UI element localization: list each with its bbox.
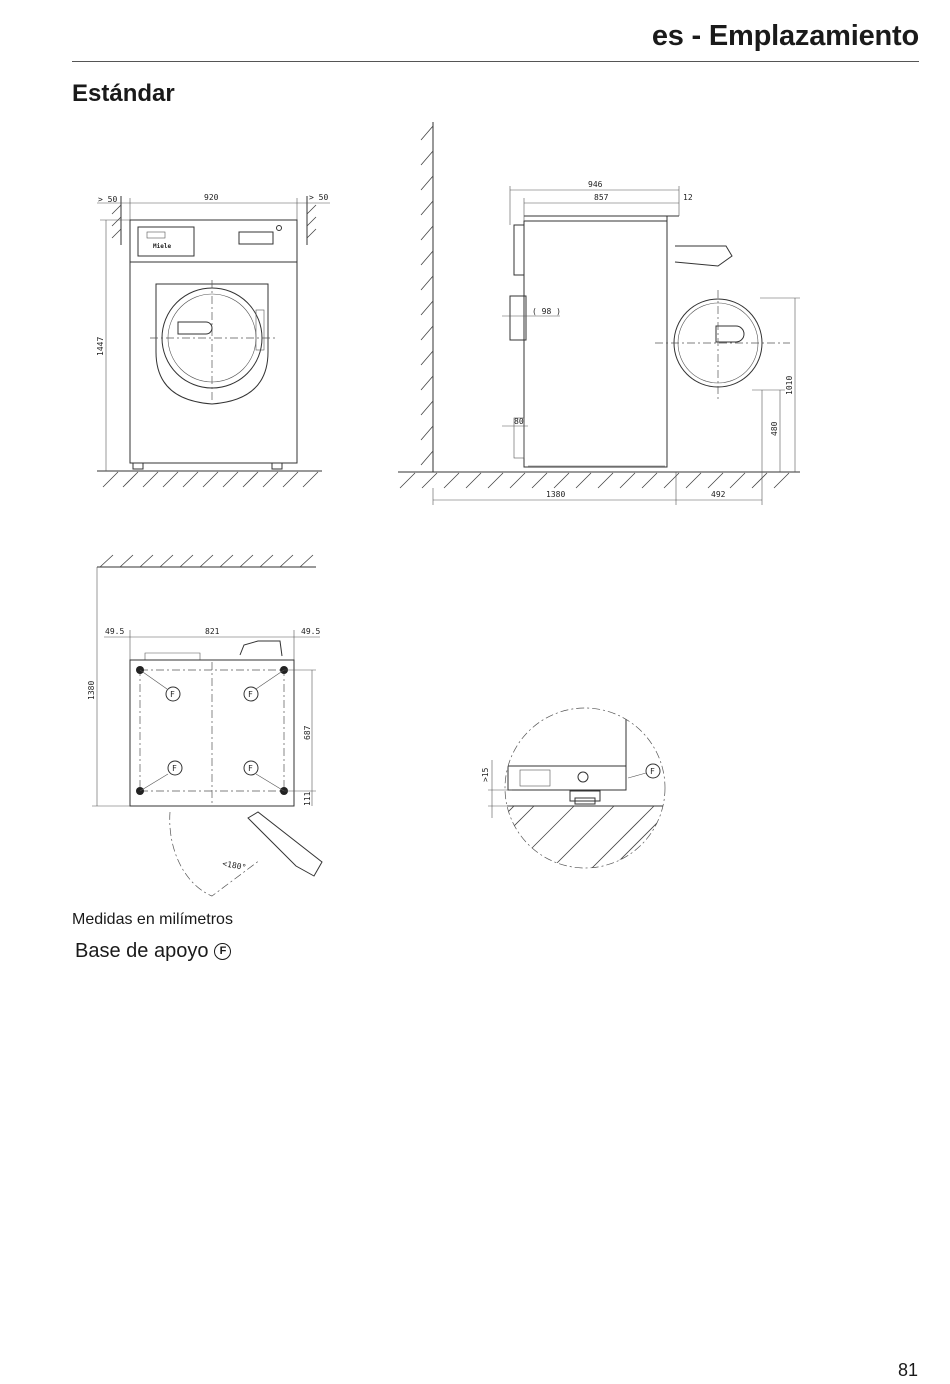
detail-foot-mark: F [650, 767, 655, 776]
page-number: 81 [897, 1360, 918, 1380]
front-height-label: 1447 [96, 336, 105, 356]
foot-legend [75, 940, 231, 963]
legend-label: Base de apoyo [75, 940, 209, 962]
side-offset-label: ( 98 ) [532, 307, 561, 316]
foot-mark-3: F [172, 764, 177, 773]
foot-mark-1: F [170, 690, 175, 699]
measurement-caption: Medidas en milímetros [72, 911, 233, 928]
side-door-bottom-label: 480 [770, 421, 779, 436]
top-view-drawing [87, 555, 322, 896]
side-door-center-label: 1010 [785, 375, 794, 395]
legend-foot-mark-icon: F [214, 943, 231, 960]
side-view-drawing [398, 122, 800, 505]
top-angle-label: <180° [221, 859, 247, 873]
top-left-gap-label: 49.5 [105, 627, 125, 636]
front-right-gap-label: > 50 [309, 193, 329, 202]
side-total-depth-label: 946 [588, 180, 603, 189]
top-width-label: 821 [205, 627, 220, 636]
front-view-drawing [96, 193, 330, 487]
front-left-gap-label: > 50 [98, 195, 118, 204]
svg-text:Miele: Miele [153, 243, 172, 250]
detail-height-label: >15 [481, 767, 490, 782]
top-front-offset-label: 111 [303, 791, 312, 806]
foot-mark-4: F [248, 764, 253, 773]
top-right-gap-label: 49.5 [301, 627, 321, 636]
front-width-label: 920 [204, 193, 219, 202]
side-floor-depth-label: 1380 [546, 490, 566, 499]
side-door-swing-label: 492 [711, 490, 726, 499]
chapter-header: es - Emplazamiento [651, 20, 919, 52]
section-title: Estándar [72, 80, 175, 107]
top-depth-label: 1380 [87, 680, 96, 700]
foot-mark-2: F [248, 690, 253, 699]
top-foot-spacing-label: 687 [303, 725, 312, 740]
side-overhang-label: 12 [683, 193, 693, 202]
detail-view-drawing [481, 700, 714, 900]
side-base-label: 80 [514, 417, 524, 426]
side-body-depth-label: 857 [594, 193, 609, 202]
